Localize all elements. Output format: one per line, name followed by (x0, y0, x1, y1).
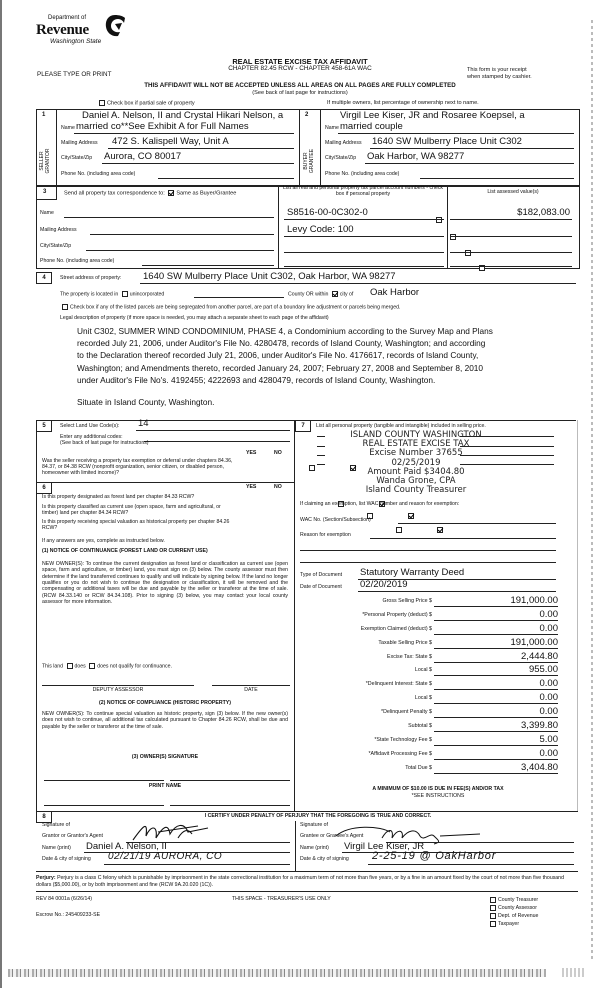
owner-signature-2[interactable] (170, 780, 290, 781)
land-use-label: Select Land Use Code(s): (60, 423, 120, 429)
total-due-field[interactable]: 3,404.80 (434, 762, 558, 774)
stamp-line: Amount Paid $3404.80 (367, 466, 465, 477)
perjury-statement (36, 875, 576, 889)
corr-city-field[interactable] (86, 250, 274, 251)
buyer-phone-label: Phone No. (including area code) (325, 171, 400, 177)
seller-side-label: SELLER GRANTOR (39, 148, 51, 174)
amount-label: *Personal Property (deduct) $ (362, 612, 432, 618)
owner-signature-title: (3) OWNER(S) SIGNATURE (131, 754, 199, 760)
dept-revenue-checkbox[interactable] (490, 913, 496, 919)
section-2-number: 2 (305, 112, 309, 118)
excise-tax-local-row (300, 665, 570, 676)
assessed-value-1[interactable]: $182,083.00 (517, 207, 570, 218)
amount-label: *State Technology Fee $ (374, 737, 432, 743)
current-use-no-checkbox[interactable] (408, 513, 414, 519)
exemption-yes-checkbox[interactable] (309, 465, 315, 471)
treasurer-use-label: THIS SPACE - TREASURER'S USE ONLY (232, 896, 331, 902)
total-due-row (300, 763, 570, 774)
county-treasurer-checkbox[interactable] (490, 897, 496, 903)
buyer-name-field[interactable]: married couple (340, 121, 403, 132)
doc-date-label: Date of Document (300, 584, 342, 590)
stamp-line: 02/25/2019 (391, 457, 441, 468)
taxable-selling-price-row (300, 638, 570, 649)
doc-type-label: Type of Document (300, 572, 343, 578)
seller-address-field[interactable]: 472 S. Kalispell Way, Unit A (112, 136, 229, 147)
escrow-row (36, 913, 100, 919)
buyer-side-label: BUYER GRANTEE (303, 148, 315, 174)
taxpayer-checkbox[interactable] (490, 921, 496, 927)
corr-address-field[interactable] (90, 234, 274, 235)
stamp-line: Island County Treasurer (365, 485, 467, 496)
grantor-date-field[interactable]: 02/21/19 AURORA, CO (108, 851, 223, 862)
seller-phone-field[interactable] (158, 178, 294, 179)
subtotal-field[interactable]: 3,399.80 (434, 720, 558, 732)
receipt-note-line: This form is your receipt (467, 67, 527, 73)
located-label: The property is located in (60, 291, 119, 298)
processing-fee-row (300, 749, 570, 760)
grantee-date-label: Date & city of signing (300, 856, 349, 862)
owner-print-name-1[interactable] (44, 805, 164, 806)
amount-label: *Affidavit Processing Fee $ (368, 751, 432, 757)
city-location-row (288, 291, 353, 298)
grantor-date-label: Date & city of signing (42, 856, 91, 862)
grantor-sig-label: Signature of (42, 822, 70, 828)
grantor-agent-label: Grantor or Grantor's Agent (42, 833, 103, 839)
stamp-line: ISLAND COUNTY WASHINGTON (350, 430, 482, 440)
amount-label: Gross Selling Price $ (382, 598, 432, 604)
assessed-header: List assessed value(s) (487, 189, 539, 195)
buyer-city-label: City/State/Zip (325, 155, 357, 161)
amount-label: Taxable Selling Price $ (378, 640, 432, 646)
yes-header: YES (246, 484, 257, 490)
delinquent-interest-local-field[interactable]: 0.00 (434, 692, 558, 704)
grantee-name-field[interactable]: Virgil Lee Kiser, JR (344, 841, 425, 852)
receipt-note-line: when stamped by cashier. (467, 73, 532, 80)
perjury-label: Perjury: (36, 875, 56, 881)
property-location-row (60, 291, 164, 298)
section-7-number: 7 (295, 420, 311, 432)
additional-codes-label: Enter any additional codes: (60, 434, 123, 440)
stamp-line: REAL ESTATE EXCISE TAX (362, 439, 470, 450)
section-8-number: 8 (36, 811, 52, 823)
segregated-row (60, 304, 400, 311)
deputy-assessor-signature[interactable] (42, 685, 194, 686)
dor-swirl-icon (104, 14, 126, 38)
parcel-number-1[interactable]: S8516-00-0C302-0 (287, 207, 368, 218)
correspondence-row (64, 190, 236, 197)
form-subtitle: CHAPTER 82.45 RCW - CHAPTER 458-61A WAC (228, 65, 372, 72)
stamp-line: Wanda Grone, CPA (376, 475, 456, 486)
legal-line: under Auditor's File No's. 4192455; 4222693 and 4280479, records of Island County, Washington. (77, 374, 436, 385)
amount-label: Local $ (414, 695, 432, 701)
amount-label: *Delinquent Interest: State $ (365, 681, 432, 687)
buyer-address-label: Mailing Address (325, 140, 362, 146)
section-5-number: 5 (36, 420, 52, 432)
yes-header: YES (246, 450, 257, 456)
excise-tax-local-field[interactable]: 955.00 (434, 664, 558, 676)
segregated-label: Check box if any of the listed parcels are being segregated from another parcel, are part of a boundary line adjustment or parcels being merged. (70, 304, 401, 311)
city-of-label: city of (339, 291, 354, 298)
gross-selling-price-field[interactable]: 191,000.00 (434, 595, 558, 607)
date-label: DATE (244, 687, 258, 693)
exemption-claimed-row (300, 624, 570, 635)
exemption-question: Was the seller receiving a property tax exemption or deferral under chapters 84.36, 84.37, or 84.38 RCW (nonprofit organization, senior citizen, or disabled person, homeowner with limited income)? (42, 458, 233, 476)
please-type-text: PLEASE TYPE OR PRINT (37, 71, 112, 78)
unincorporated-label: unincorporated (129, 291, 165, 298)
notice2-text: NEW OWNER(S): To continue special valuation as historic property, sign (3) below. If the new owner(s) does not wish to continue, all additional tax calculated pursuant to Chapter 84.26 RCW, shall be due and payable by the seller or transferor at the time of sale. (42, 711, 288, 730)
county-or-within-label: County OR within (288, 291, 329, 298)
corr-name-field[interactable] (64, 217, 274, 218)
notice2-title: (2) NOTICE OF COMPLIANCE (HISTORIC PROPERTY) (99, 700, 231, 706)
same-as-buyer-checkbox[interactable] (168, 190, 174, 196)
doc-date-field[interactable]: 02/20/2019 (360, 579, 408, 590)
if-yes-note: If any answers are yes, complete as instructed below. (42, 538, 165, 544)
county-field[interactable] (194, 297, 284, 298)
assessed-value-3[interactable] (450, 252, 572, 253)
same-as-buyer-label: Same as Buyer/Grantee (176, 190, 237, 197)
section-6-number: 6 (36, 482, 52, 494)
certify-statement: I CERTIFY UNDER PENALTY OF PERJURY THAT THE FOREGOING IS TRUE AND CORRECT. (204, 813, 432, 819)
form-number: REV 84 0001a (6/26/14) (36, 896, 92, 902)
section-3-number: 3 (43, 189, 47, 195)
delinquent-interest-local-row (300, 693, 570, 704)
buyer-city-field[interactable]: Oak Harbor, WA 98277 (367, 151, 465, 162)
grantee-name-label: Name (print) (300, 845, 329, 851)
seller-city-label: City/State/Zip (61, 155, 93, 161)
assessed-value-2[interactable] (450, 236, 572, 237)
stamp-line: Excise Number 37655 (369, 448, 463, 459)
wac-field[interactable] (398, 523, 556, 524)
owner-print-name-2[interactable] (170, 805, 290, 806)
notice1-text: NEW OWNER(S): To continue the current designation as forest land or classification as current use (open space, farm and agriculture, or timber) land, you must sign on (3) below. The county assessor must then determine if the land transferred continues to qualify and will indicate by signing below. If the land no longer qualifies or you do not wish to continue the designation or classification, it will be removed and the compensating or additional taxes will be due and payable by the seller or transferor at the time of sale. (RCW 84.33.140 or RCW 84.34.108). Prior to signing (3) below, you may contact your local county assessor for more information. (42, 561, 288, 606)
additional-codes-note: (See back of last page for instructions) (60, 440, 149, 446)
street-address-field[interactable]: 1640 SW Mulberry Place Unit C302, Oak Harbor, WA 98277 (143, 271, 396, 282)
amount-label: Total Due $ (405, 765, 432, 771)
reason-label: Reason for exemption (300, 532, 351, 538)
escrow-label: Escrow No.: (36, 912, 64, 918)
scan-edge-right (591, 20, 593, 960)
scan-noise-corner (562, 968, 584, 977)
see-instructions-note: *SEE INSTRUCTIONS (411, 793, 465, 799)
qualify-label: This land (42, 663, 64, 670)
personal-property-label: List all personal property (tangible and intangible) included in selling price. (316, 423, 486, 429)
partial-sale-row (97, 100, 195, 106)
partial-sale-label: Check box if partial sale of property (107, 100, 195, 107)
buyer-address-field[interactable]: 1640 SW Mulberry Place Unit C302 (372, 136, 522, 147)
doc-type-field[interactable]: Statutory Warranty Deed (360, 567, 465, 578)
scan-edge-left (0, 0, 2, 988)
owner-signature-1[interactable] (44, 780, 164, 781)
seller-name-line1: Daniel A. Nelson, II and Crystal Hikari Nelson, a (82, 110, 284, 121)
legal-line: recorded July 21, 2006, under Auditor's File No. 4280478, records of Island County, Washington; and according (77, 338, 486, 349)
seller-name-label: Name (61, 125, 75, 131)
grantee-sig-label: Signature of (300, 822, 328, 828)
qualify-does-label: does (74, 663, 86, 670)
exemption-claim-label: If claiming an exemption, list WAC number and reason for exemption: (300, 501, 460, 507)
copy-label: Dept. of Revenue (498, 913, 539, 920)
city-of-checkbox[interactable] (332, 291, 338, 297)
copy-label: Taxpayer (498, 921, 520, 928)
partial-sale-checkbox[interactable] (99, 100, 105, 106)
city-of-field[interactable]: Oak Harbor (370, 287, 420, 298)
copy-label: County Assessor (498, 905, 537, 912)
seller-city-field[interactable]: Aurora, CO 80017 (104, 151, 182, 162)
grantor-name-field[interactable]: Daniel A. Nelson, II (86, 841, 167, 852)
legal-line: to the Declaration thereof recorded July 21, 2006, under Auditor's File No. 4176617, records of Island County, (77, 350, 479, 361)
segregated-checkbox[interactable] (62, 304, 68, 310)
corr-city-label: City/State/Zip (40, 243, 72, 249)
qualify-does-not-checkbox[interactable] (89, 663, 95, 669)
taxable-selling-price-field[interactable]: 191,000.00 (434, 637, 558, 649)
qualify-row (42, 663, 172, 670)
corr-address-label: Mailing Address (40, 227, 77, 233)
amount-label: *Delinquent Penalty $ (381, 709, 432, 715)
forest-land-question: Is this property designated as forest land per chapter 84.33 RCW? (42, 494, 195, 500)
seller-address-label: Mailing Address (61, 140, 98, 146)
logo-revenue-text: Revenue (36, 22, 89, 38)
amount-label: Local $ (414, 667, 432, 673)
unincorporated-checkbox[interactable] (122, 291, 128, 297)
seller-name-field[interactable]: married co**See Exhibit A for Full Names (76, 121, 249, 132)
current-use-question: Is this property classified as current use (open space, farm and agricultural, or timber) land per chapter 84.34 RCW? (42, 504, 221, 516)
personal-property-row (300, 610, 570, 621)
assessed-value-4[interactable] (450, 266, 572, 267)
column-divider (294, 420, 295, 811)
historical-question: Is this property receiving special valuation as historical property per chapter 84.26 RCW? (42, 519, 230, 531)
corr-phone-field[interactable] (142, 265, 274, 266)
parcels-header: List all real and personal property tax parcel account numbers - check box if personal property (282, 185, 444, 197)
assessor-date-field[interactable] (212, 685, 290, 686)
correspondence-label: Send all property tax correspondence to: (64, 190, 165, 197)
seller-phone-label: Phone No. (including area code) (61, 171, 136, 177)
notice1-title: (1) NOTICE OF CONTINUANCE (FOREST LAND OR CURRENT USE) (42, 548, 208, 554)
logo-dept-text: Department of (48, 15, 87, 21)
amount-label: Excise Tax: State $ (387, 654, 432, 660)
corr-name-label: Name (40, 210, 54, 216)
grantor-name-label: Name (print) (42, 845, 71, 851)
buyer-name-label: Name (325, 125, 339, 131)
grantee-agent-label: Grantee or Grantee's Agent (300, 833, 364, 839)
historical-yes-checkbox[interactable] (396, 527, 402, 533)
perjury-text: Perjury is a class C felony which is punishable by imprisonment in the state correctional institution for a maximum term of not more than five years, or by a fine in an amount fixed by the court of not more than five thousand dollars ($5,000.00), or by both imprisonment and fine (RCW 9A.20.020 (1C)). (36, 875, 564, 888)
print-name-label: PRINT NAME (148, 783, 182, 789)
land-use-code-field[interactable]: 14 (138, 418, 149, 429)
legal-line: Washington; and Amendments thereto, recorded January 24, 2007; February 27, 2008 and September 8, 2010 (77, 362, 484, 373)
excise-tax-state-row (300, 652, 570, 663)
processing-fee-field[interactable]: 0.00 (434, 748, 558, 760)
copy-distribution (488, 896, 538, 928)
section-1-number: 1 (42, 112, 46, 118)
escrow-number: 245409233-SE (65, 912, 101, 918)
qualify-does-not-label: does not qualify for continuance. (97, 663, 172, 670)
receipt-note (467, 67, 532, 81)
additional-codes-field[interactable] (144, 441, 290, 442)
deputy-assessor-label: DEPUTY ASSESSOR (92, 687, 144, 693)
parcel-number-3[interactable] (284, 252, 444, 253)
form-title: REAL ESTATE EXCISE TAX AFFIDAVIT (232, 57, 368, 66)
county-assessor-checkbox[interactable] (490, 905, 496, 911)
street-address-label: Street address of property: (60, 275, 122, 281)
excise-tax-state-field[interactable]: 2,444.80 (434, 651, 558, 663)
personal-property-field[interactable]: 0.00 (434, 609, 558, 621)
delinquent-penalty-field[interactable]: 0.00 (434, 706, 558, 718)
grantee-date-field[interactable]: 2-25-19 @ OakHarbor (372, 850, 497, 862)
section-4-number: 4 (36, 272, 52, 284)
multiple-owners-note: If multiple owners, list percentage of ownership next to name. (327, 100, 479, 106)
legal-line: Unit C302, SUMMER WIND CONDOMINIUM, PHASE 4, a Condominium according to the Survey Map and Plans (77, 326, 493, 336)
subtotal-row (300, 721, 570, 732)
copy-label: County Treasurer (498, 897, 539, 903)
delinquent-interest-state-row (300, 679, 570, 690)
amount-label: Subtotal $ (408, 723, 432, 729)
warning-banner: THIS AFFIDAVIT WILL NOT BE ACCEPTED UNLESS ALL AREAS ON ALL PAGES ARE FULLY COMPLETED (144, 82, 456, 89)
technology-fee-row (300, 735, 570, 746)
historical-no-checkbox[interactable] (437, 527, 443, 533)
gross-selling-price-row (300, 596, 570, 607)
reason-field[interactable] (370, 538, 556, 539)
corr-phone-label: Phone No. (including area code) (40, 258, 115, 264)
buyer-phone-field[interactable] (420, 178, 574, 179)
exemption-claimed-field[interactable]: 0.00 (434, 623, 558, 635)
situate-line: Situate in Island County, Washington. (77, 397, 215, 408)
logo-state-text: Washington State (50, 38, 102, 45)
parcel-number-2[interactable]: Levy Code: 100 (287, 224, 354, 235)
no-header: NO (274, 450, 282, 456)
legal-description-label: Legal description of property (if more space is needed, you may attach a separate sheet to each page of the affidavit) (60, 315, 329, 321)
scan-noise-strip (8, 969, 546, 977)
dor-logo (36, 12, 146, 62)
qualify-does-checkbox[interactable] (67, 663, 73, 669)
technology-fee-field[interactable]: 5.00 (434, 734, 558, 746)
amount-label: Exemption Claimed (deduct) $ (360, 626, 432, 632)
buyer-name-line1: Virgil Lee Kiser, JR and Rosaree Koepsel, a (340, 110, 525, 121)
no-header: NO (274, 484, 282, 490)
legal-description (77, 325, 493, 408)
delinquent-penalty-row (300, 707, 570, 718)
minimum-due-note: A MINIMUM OF $10.00 IS DUE IN FEE(S) AND/OR TAX (372, 786, 504, 792)
see-back-note: (See back of last page for instructions) (252, 90, 348, 96)
wac-label: WAC No. (Section/Subsection) (300, 517, 371, 523)
delinquent-interest-state-field[interactable]: 0.00 (434, 678, 558, 690)
parcel-number-4[interactable] (284, 266, 444, 267)
